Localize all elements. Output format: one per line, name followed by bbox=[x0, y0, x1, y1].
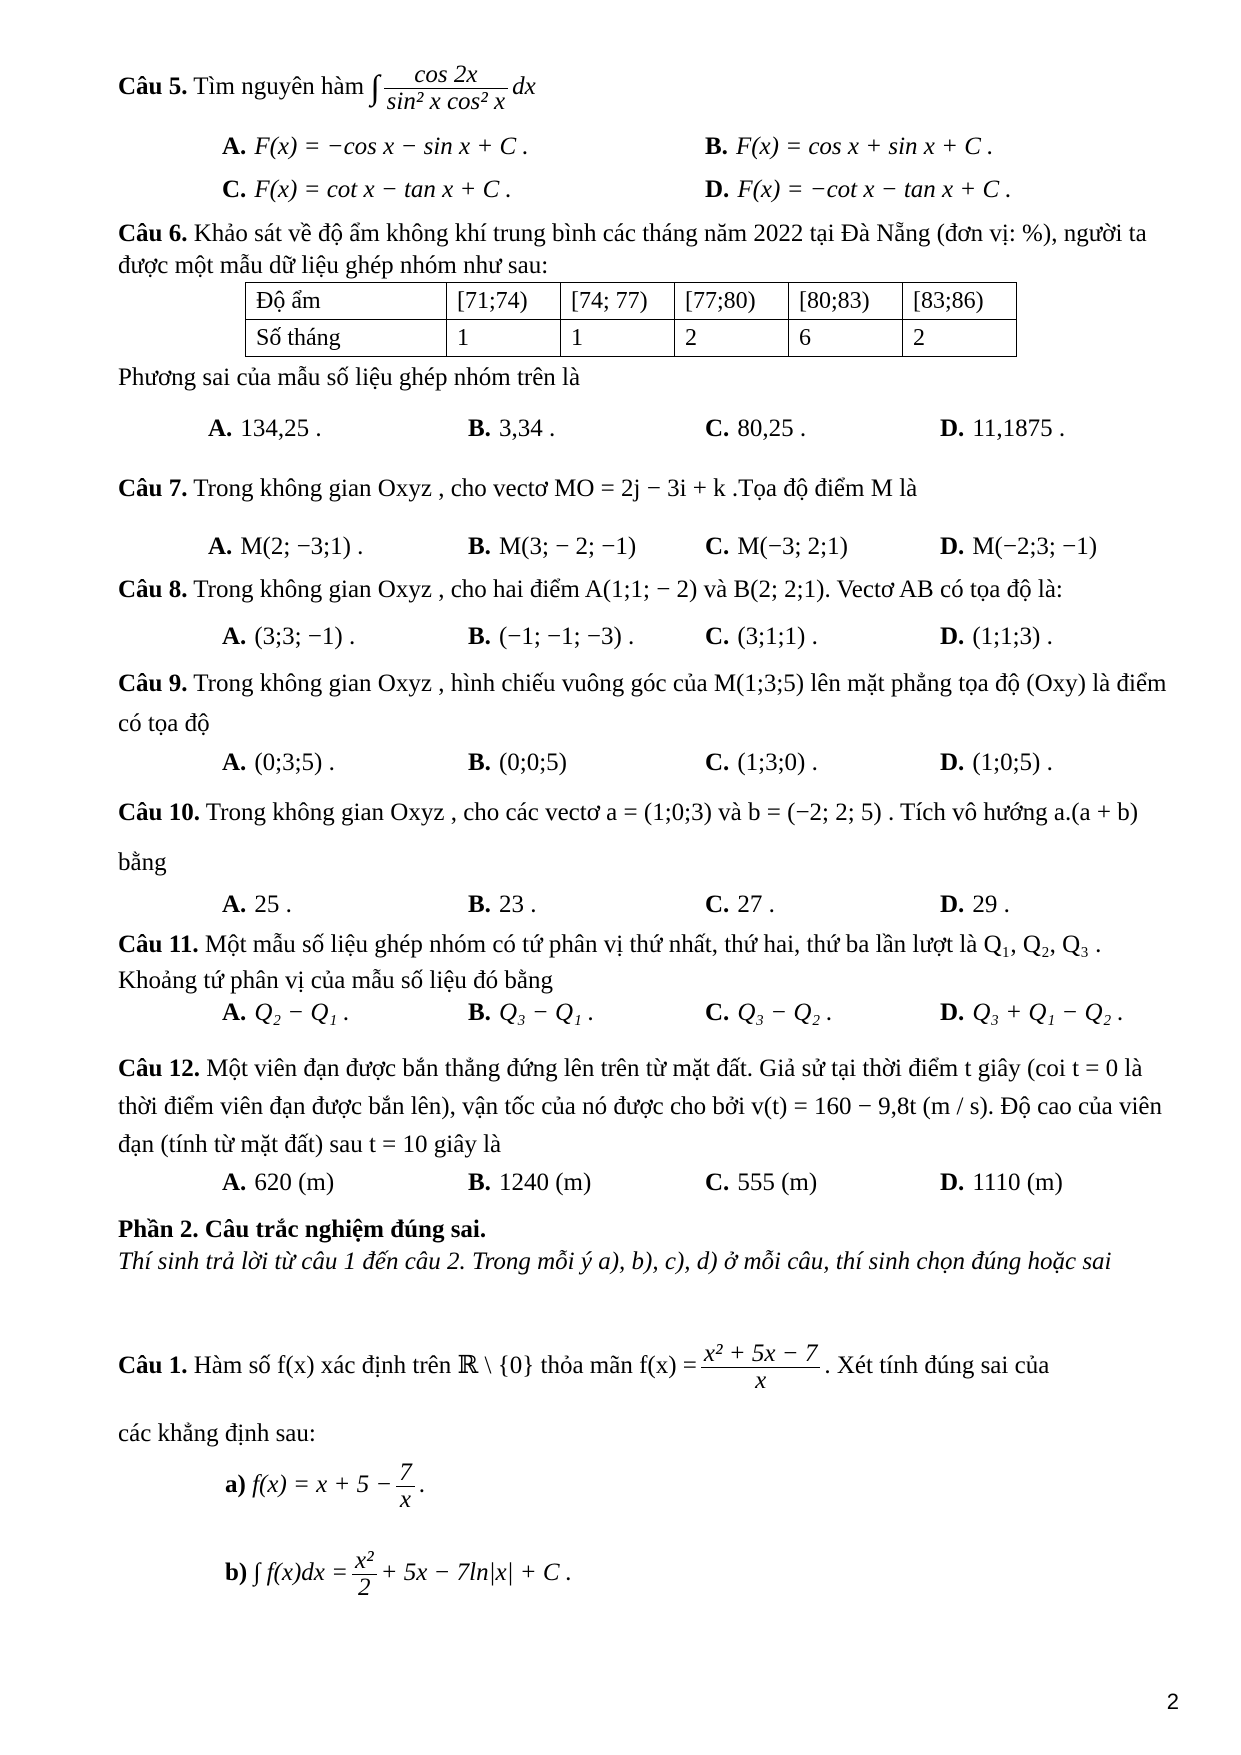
statement-end: . bbox=[418, 1471, 425, 1499]
fraction-denominator: x bbox=[399, 1486, 412, 1513]
table-cell: Độ ẩm bbox=[246, 283, 447, 320]
statement-label: b) bbox=[225, 1559, 248, 1587]
option-a[interactable]: A. (0;3;5) . bbox=[222, 749, 335, 776]
fraction-numerator: 7 bbox=[396, 1460, 415, 1487]
statement-end: + 5x − 7ln|x| + C . bbox=[380, 1559, 573, 1587]
question-5 bbox=[118, 62, 1181, 115]
statement-a[interactable] bbox=[225, 1460, 425, 1513]
option-b[interactable]: B. 1240 (m) bbox=[468, 1169, 592, 1196]
option-c[interactable]: C. M(−3; 2;1) bbox=[705, 533, 848, 560]
question-text: Trong không gian Oxyz , cho vectơ MO = 2j − 3i + k .Tọa độ điểm M là bbox=[193, 475, 918, 502]
option-b[interactable]: B. (0;0;5) bbox=[468, 749, 567, 776]
option-d[interactable]: D. 11,1875 . bbox=[940, 415, 1066, 442]
fraction-numerator: cos 2x bbox=[384, 62, 508, 89]
options-row bbox=[0, 996, 1241, 1030]
option-d[interactable]: D. Q₃ + Q₁ − Q₂ . bbox=[940, 999, 1124, 1026]
option-c[interactable]: C. (1;3;0) . bbox=[705, 749, 818, 776]
options-row bbox=[0, 1166, 1241, 1200]
options-row bbox=[0, 620, 1241, 654]
table-cell: 6 bbox=[789, 320, 903, 357]
options-row bbox=[0, 412, 1241, 446]
option-a[interactable]: A. (3;3; −1) . bbox=[222, 623, 356, 650]
option-b[interactable]: B. 23 . bbox=[468, 891, 537, 918]
question-label: Câu 12. bbox=[118, 1055, 200, 1082]
question-12 bbox=[118, 1050, 1181, 1164]
option-c[interactable]: C. 555 (m) bbox=[705, 1169, 818, 1196]
statement-label: a) bbox=[225, 1471, 246, 1499]
page-number: 2 bbox=[1166, 1689, 1179, 1714]
table-cell: [74; 77) bbox=[561, 283, 675, 320]
fraction-numerator: x² + 5x − 7 bbox=[701, 1341, 820, 1368]
question-9 bbox=[118, 664, 1181, 744]
question-label: Câu 9. bbox=[118, 670, 188, 697]
option-a[interactable]: A. 620 (m) bbox=[222, 1169, 335, 1196]
fraction-denominator: x bbox=[755, 1366, 767, 1394]
fraction bbox=[396, 1460, 415, 1513]
question-label: Câu 6. bbox=[118, 220, 188, 247]
option-b[interactable]: B. 3,34 . bbox=[468, 415, 556, 442]
question-7 bbox=[118, 473, 1181, 505]
option-b[interactable]: B. Q₃ − Q₁ . bbox=[468, 999, 595, 1026]
option-d[interactable]: D. (1;0;5) . bbox=[940, 749, 1053, 776]
table-cell: [80;83) bbox=[789, 283, 903, 320]
option-a[interactable]: A. M(2; −3;1) . bbox=[208, 533, 364, 560]
table-cell: [77;80) bbox=[675, 283, 789, 320]
question-text: Trong không gian Oxyz , cho các vectơ a = (1;0;3) và b = (−2; 2; 5) . Tích vô hướng a.(a + b) bằng bbox=[118, 799, 1139, 876]
fraction-numerator: x² bbox=[352, 1548, 377, 1575]
question-text: . Xét tính đúng sai của bbox=[824, 1352, 1050, 1379]
table-row bbox=[246, 320, 1017, 357]
option-c[interactable]: C. F(x) = cot x − tan x + C . bbox=[222, 176, 512, 203]
question-text: Trong không gian Oxyz , hình chiếu vuông góc của M(1;3;5) lên mặt phẳng tọa độ (Oxy) là điểm có tọa độ bbox=[118, 670, 1167, 737]
table-row bbox=[246, 283, 1017, 320]
options-row bbox=[0, 888, 1241, 922]
option-c[interactable]: C. Q₃ − Q₂ . bbox=[705, 999, 833, 1026]
option-d[interactable]: D. F(x) = −cot x − tan x + C . bbox=[705, 176, 1012, 203]
table-cell: 2 bbox=[675, 320, 789, 357]
question-6 bbox=[118, 218, 1181, 282]
options-row bbox=[0, 173, 1241, 207]
table-cell: 2 bbox=[903, 320, 1017, 357]
fraction bbox=[384, 62, 508, 115]
table-cell: Số tháng bbox=[246, 320, 447, 357]
question-label: Câu 1. bbox=[118, 1352, 188, 1379]
question-label: Câu 10. bbox=[118, 799, 200, 826]
option-d[interactable]: D. 1110 (m) bbox=[940, 1169, 1063, 1196]
option-a[interactable]: A. 134,25 . bbox=[208, 415, 322, 442]
question-text: Tìm nguyên hàm bbox=[193, 73, 365, 101]
option-a[interactable]: A. Q₂ − Q₁ . bbox=[222, 999, 350, 1026]
integral-sign: ∫ bbox=[370, 69, 380, 107]
option-c[interactable]: C. (3;1;1) . bbox=[705, 623, 818, 650]
question-label: Câu 8. bbox=[118, 576, 188, 603]
section-title: Phần 2. Câu trắc nghiệm đúng sai. bbox=[118, 1216, 487, 1243]
question-text: các khẳng định sau: bbox=[118, 1420, 316, 1447]
question-8 bbox=[118, 574, 1181, 606]
question-text: Khảo sát về độ ẩm không khí trung bình các tháng năm 2022 tại Đà Nẵng (đơn vị: %), người ta được một mẫu dữ liệu ghép nhóm như sau: bbox=[118, 220, 1147, 279]
part2-question-1 bbox=[118, 1336, 1181, 1396]
question-label: Câu 11. bbox=[118, 931, 199, 958]
table-cell: 1 bbox=[447, 320, 561, 357]
option-b[interactable]: B. (−1; −1; −3) . bbox=[468, 623, 635, 650]
fraction-denominator: sin² x cos² x bbox=[386, 88, 506, 115]
question-11 bbox=[118, 927, 1181, 999]
question-text: Một viên đạn được bắn thẳng đứng lên trên từ mặt đất. Giả sử tại thời điểm t giây (coi t = 0 là thời điểm viên đạn được bắn lên), vận tốc của nó được cho bởi v(t) = 160 − 9,8t (m / s). Độ cao của viên đạn (tính từ mặt đất) sau t = 10 giây là bbox=[118, 1055, 1163, 1158]
statement-text: f(x) = x + 5 − bbox=[252, 1471, 393, 1499]
section-instruction: Thí sinh trả lời từ câu 1 đến câu 2. Trong mỗi ý a), b), c), d) ở mỗi câu, thí sinh chọn đúng hoặc sai bbox=[118, 1248, 1112, 1275]
option-c[interactable]: C. 80,25 . bbox=[705, 415, 807, 442]
fraction bbox=[701, 1341, 820, 1394]
differential: dx bbox=[512, 73, 536, 101]
option-d[interactable]: D. M(−2;3; −1) bbox=[940, 533, 1098, 560]
question-text: Phương sai của mẫu số liệu ghép nhóm trên là bbox=[118, 364, 581, 391]
question-text: Một mẫu số liệu ghép nhóm có tứ phân vị thứ nhất, thứ hai, thứ ba lần lượt là Q₁, Q₂, Q₃ . Khoảng tứ phân vị của mẫu số liệu đó bằng bbox=[118, 931, 1102, 994]
option-b[interactable]: B. M(3; − 2; −1) bbox=[468, 533, 637, 560]
option-a[interactable]: A. 25 . bbox=[222, 891, 292, 918]
table-cell: [71;74) bbox=[447, 283, 561, 320]
table-cell: 1 bbox=[561, 320, 675, 357]
question-label: Câu 5. bbox=[118, 73, 188, 101]
options-row bbox=[0, 746, 1241, 780]
option-b[interactable]: B. F(x) = cos x + sin x + C . bbox=[705, 133, 994, 160]
question-label: Câu 7. bbox=[118, 475, 188, 502]
option-a[interactable]: A. F(x) = −cos x − sin x + C . bbox=[222, 133, 529, 160]
statement-b[interactable] bbox=[225, 1548, 572, 1601]
statement-text: ∫ f(x)dx = bbox=[253, 1559, 348, 1587]
option-c[interactable]: C. 27 . bbox=[705, 891, 775, 918]
question-text: Trong không gian Oxyz , cho hai điểm A(1;1; − 2) và B(2; 2;1). Vectơ AB có tọa độ là: bbox=[193, 576, 1063, 603]
question-10 bbox=[118, 788, 1181, 888]
fraction-denominator: 2 bbox=[358, 1574, 371, 1601]
option-d[interactable]: D. (1;1;3) . bbox=[940, 623, 1053, 650]
options-row bbox=[0, 530, 1241, 564]
data-table bbox=[245, 282, 1017, 357]
fraction bbox=[352, 1548, 377, 1601]
question-text: Hàm số f(x) xác định trên ℝ \ {0} thỏa mãn f(x) = bbox=[193, 1352, 697, 1379]
table-cell: [83;86) bbox=[903, 283, 1017, 320]
options-row bbox=[0, 130, 1241, 164]
option-d[interactable]: D. 29 . bbox=[940, 891, 1010, 918]
